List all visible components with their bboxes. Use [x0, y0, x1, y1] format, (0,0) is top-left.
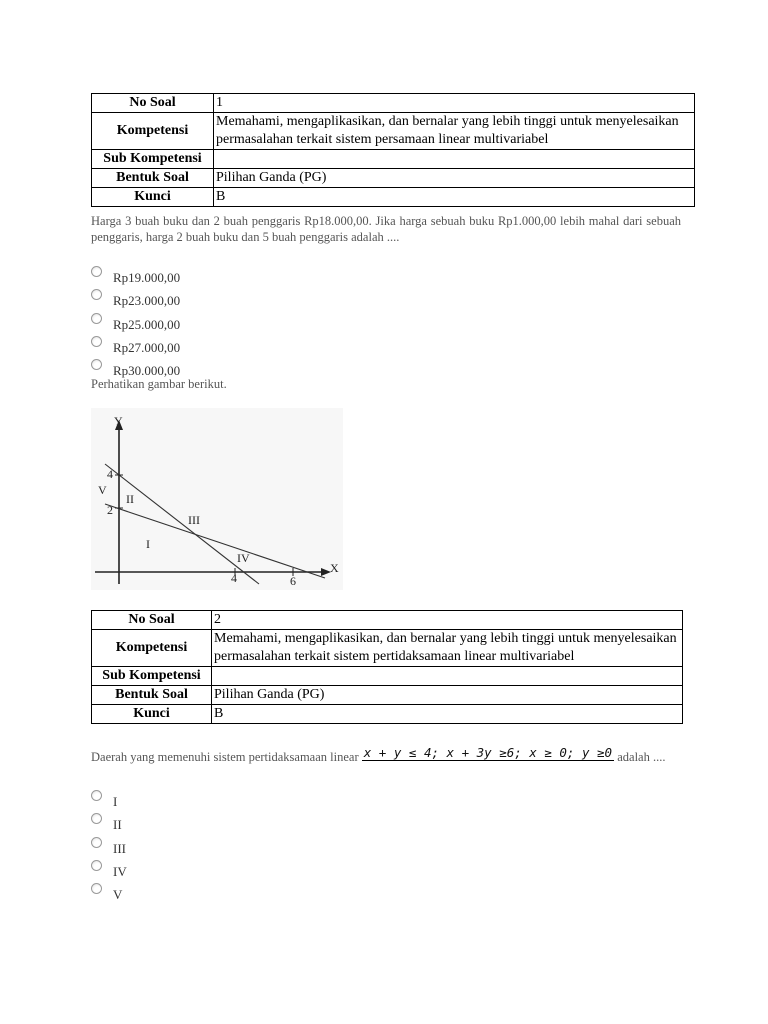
radio-button[interactable] [91, 266, 102, 277]
bentuk-soal-label: Bentuk Soal [92, 686, 212, 705]
table-row [92, 169, 695, 188]
x-axis-label: X [330, 561, 339, 575]
table-row [92, 611, 683, 630]
question-2-info-table [91, 610, 683, 724]
no-soal-label: No Soal [92, 94, 214, 113]
kunci-label: Kunci [92, 188, 214, 207]
radio-button[interactable] [91, 883, 102, 894]
region-label-ii: II [126, 492, 134, 506]
inequality-system: x + y ≤ 4; x + 3y ≥6; x ≥ 0; y ≥0 [363, 745, 613, 760]
bentuk-soal-value: Pilihan Ganda (PG) [214, 169, 695, 188]
question-1-info-table [91, 93, 695, 207]
region-label-iv: IV [237, 551, 250, 565]
inequality-graph-figure [91, 408, 343, 590]
instruction-text: Perhatikan gambar berikut. [91, 377, 227, 391]
y-tick-label-2: 2 [107, 503, 113, 517]
kunci-value: B [212, 705, 683, 724]
radio-button[interactable] [91, 336, 102, 347]
y-axis-label: Y [114, 414, 123, 428]
no-soal-value: 1 [214, 94, 695, 113]
option-label: Rp30.000,00 [113, 363, 181, 379]
no-soal-value: 2 [212, 611, 683, 630]
option-label: Rp23.000,00 [113, 293, 181, 309]
kunci-value: B [214, 188, 695, 207]
option-label: Rp25.000,00 [113, 316, 181, 332]
table-row [92, 686, 683, 705]
region-label-iii: III [188, 513, 200, 527]
kompetensi-label: Kompetensi [92, 113, 214, 150]
radio-button[interactable] [91, 359, 102, 370]
option-label: V [113, 887, 123, 903]
radio-button[interactable] [91, 313, 102, 324]
question-1-text: Harga 3 buah buku dan 2 buah penggaris Rp18.000,00. Jika harga sebuah buku Rp1.000,00 lebih mahal dari sebuah penggaris, harga 2 buah buku dan 5 buah penggaris adalah .... [91, 214, 681, 244]
table-row [92, 94, 695, 113]
bentuk-soal-value: Pilihan Ganda (PG) [212, 686, 683, 705]
option-label: Rp19.000,00 [113, 270, 181, 285]
table-row [92, 113, 695, 150]
y-tick-label-4: 4 [107, 467, 113, 481]
no-soal-label: No Soal [92, 611, 212, 630]
sub-kompetensi-value [212, 667, 683, 686]
question-2-prefix: Daerah yang memenuhi sistem pertidaksamaan linear [91, 750, 359, 764]
radio-button[interactable] [91, 837, 102, 848]
table-row [92, 705, 683, 724]
region-label-v: V [98, 483, 107, 497]
kunci-label: Kunci [92, 705, 212, 724]
kompetensi-value: Memahami, mengaplikasikan, dan bernalar yang lebih tinggi untuk menyelesaikan permasalahan terkait sistem pertidaksamaan linear multivariabel [212, 630, 683, 667]
kompetensi-value: Memahami, mengaplikasikan, dan bernalar yang lebih tinggi untuk menyelesaikan permasalahan terkait sistem persamaan linear multivariabel [214, 113, 695, 150]
x-tick-label-4: 4 [231, 571, 237, 585]
table-row [92, 150, 695, 169]
table-row [92, 630, 683, 667]
radio-button[interactable] [91, 860, 102, 871]
radio-button[interactable] [91, 289, 102, 300]
region-label-i: I [146, 537, 150, 551]
kompetensi-label: Kompetensi [92, 630, 212, 667]
x-tick-label-6: 6 [290, 574, 296, 588]
option-label: Rp27.000,00 [113, 339, 181, 355]
option-label: IV [113, 863, 127, 879]
sub-kompetensi-value [214, 150, 695, 169]
sub-kompetensi-label: Sub Kompetensi [92, 150, 214, 169]
question-2-text [91, 745, 711, 765]
option-label: II [113, 817, 122, 833]
table-row [92, 188, 695, 207]
option-label: I [113, 794, 118, 809]
radio-button[interactable] [91, 813, 102, 824]
radio-button[interactable] [91, 790, 102, 801]
option-label: III [113, 840, 126, 856]
question-2-suffix: adalah .... [617, 750, 666, 764]
sub-kompetensi-label: Sub Kompetensi [92, 667, 212, 686]
bentuk-soal-label: Bentuk Soal [92, 169, 214, 188]
table-row [92, 667, 683, 686]
